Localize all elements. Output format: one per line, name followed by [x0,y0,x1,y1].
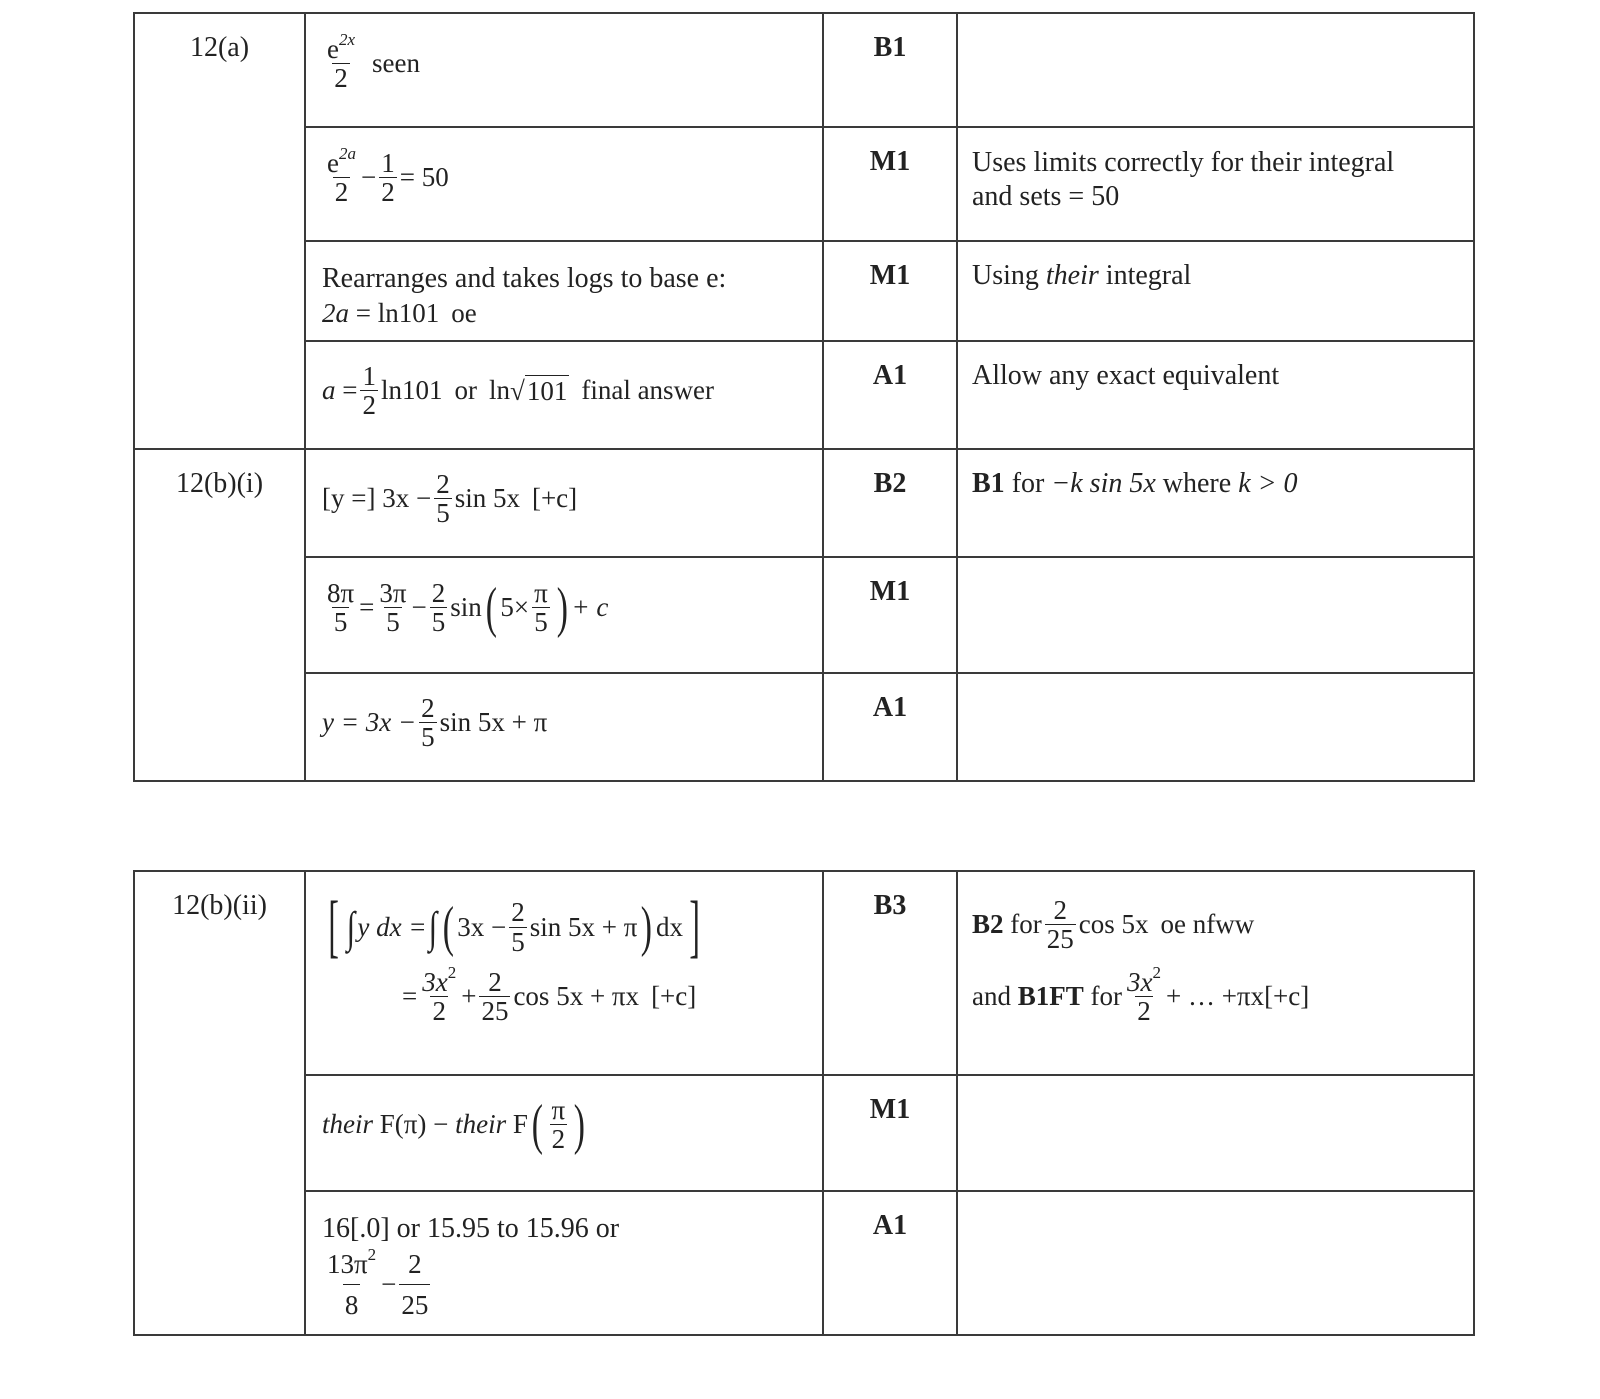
answer-text: seen [372,48,421,79]
table-row [134,341,1474,449]
table-row [134,673,1474,781]
answer-text: Rearranges and takes logs to base e: [322,263,727,294]
answer-cell: $\frac{8\pi}{5}$ = $\frac{3\pi}{5}$ − $\frac{2}{5}$ sin ( 5× $\frac{\pi}{5}$ ) + c [305,557,823,673]
guidance-text: Allow any exact equivalent [957,341,1474,449]
guidance-cell: Using their integral [957,241,1474,341]
answer-cell: [ ∫ y dx = ∫ ( 3x − $\frac{2}{5}$ sin 5x + π ) dx ] = $\frac{3x^2}{2}$ + $\frac{2}{25}$ cos 5x + πx [+c] [305,871,823,1075]
mark: M1 [823,557,957,673]
guidance-cell [957,673,1474,781]
mark: A1 [823,673,957,781]
mark-scheme-table-12a-12bi [133,12,1475,782]
answer-cell: their F(π) − their F ( π 2 ) [305,1075,823,1191]
answer-cell: y = 3x − $\frac{2}{5}$ sin 5x + π [305,673,823,781]
mark: M1 [823,1075,957,1191]
answer-cell: Rearranges and takes logs to base e: 2a = ln101 oe [305,241,823,341]
mark-scheme-table-12bii [133,870,1475,1336]
mark: A1 [823,341,957,449]
table-row [134,557,1474,673]
mark: B2 [823,449,957,557]
mark: M1 [823,241,957,341]
mark: M1 [823,127,957,241]
guidance-cell [957,1075,1474,1191]
guidance-cell: B2 for 2 25 cos 5x oe nfww and B1FT for $3x^2$ 2 + … +πx [+c] [957,871,1474,1075]
table-row [134,241,1474,341]
answer-cell: $e^{2a}$ 2 − $\frac{1}{2}$ = 50 [305,127,823,241]
answer-text: 16[.0] or 15.95 to 15.96 or [322,1213,620,1244]
answer-cell: a = $\frac{1}{2}$ ln101 or ln √ 101 final answer [305,341,823,449]
question-number: 12(b)(ii) [134,871,305,1335]
answer-cell: 16[.0] or 15.95 to 15.96 or $13\pi^2$ 8 − $\frac{2}{25}$ [305,1191,823,1335]
answer-cell: $e^{2x}$ 2 seen [305,13,823,127]
table-row [134,1191,1474,1335]
answer-cell: [y =] 3x − $\frac{2}{5}$ sin 5x [+c] [305,449,823,557]
guidance-text: and sets = 50 [972,181,1120,212]
question-number: 12(a) [134,13,305,449]
table-row [134,871,1474,1075]
guidance-cell: B1 for −k sin 5x where k > 0 [957,449,1474,557]
mark: B1 [823,13,957,127]
guidance-text: Uses limits correctly for their integral [972,147,1395,178]
table-row [134,1075,1474,1191]
mark: B3 [823,871,957,1075]
guidance-cell [957,557,1474,673]
guidance-cell [957,127,1474,241]
table-row [134,127,1474,241]
table-row [134,449,1474,557]
guidance-cell [957,1191,1474,1335]
table-row [134,13,1474,127]
guidance-cell [957,13,1474,127]
question-number: 12(b)(i) [134,449,305,781]
mark: A1 [823,1191,957,1335]
